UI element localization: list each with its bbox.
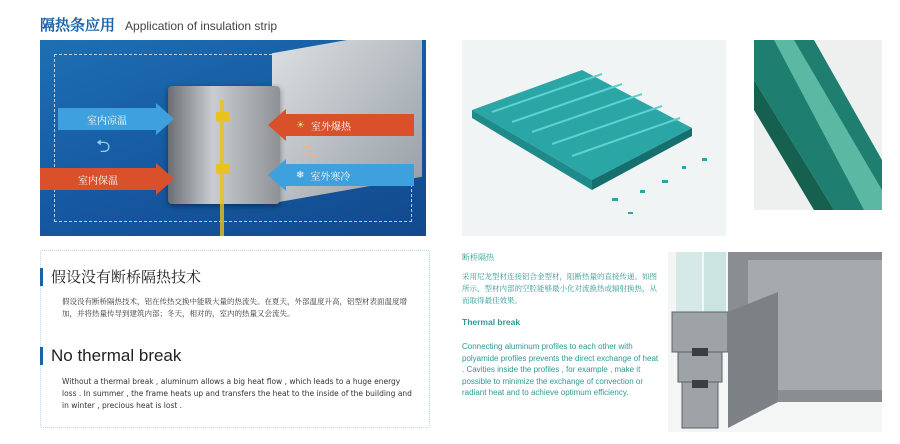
insulation-strip-photo: [462, 40, 726, 236]
section-title-cn: [40, 266, 201, 287]
header-title-en: Application of insulation strip: [125, 19, 278, 33]
insulation-diagram-image: [40, 40, 426, 236]
strip-closeup-photo: [754, 40, 882, 210]
no-thermal-break-text-en: Without a thermal break , aluminum allows a big heat flow , which leads to a huge energy loss . In summer , the frame heats up and transfers the heat to the inside of the building and in winter , precious heat is lost .: [62, 377, 412, 410]
return-arrow-icon: ⮌: [96, 136, 111, 156]
arrow-outdoor-cold: ❄ 室外寒冷: [268, 164, 414, 186]
window-profile-section-photo: [668, 252, 882, 432]
header-title-cn: 隔热条应用: [40, 16, 116, 34]
arrow-indoor-warm: 室内保温: [40, 168, 174, 190]
arrow-indoor-cool: 室内凉温: [58, 108, 174, 130]
thermal-break-title-cn: 断桥隔热: [462, 253, 494, 262]
title-accent-bar: [40, 268, 43, 286]
no-thermal-break-text-cn: 假设没有断桥隔热技术，铝在传热交换中能吸大量的热流失。在夏天，外部温度升高，铝型材表面温度增加，并将热量传导到建筑内部；冬天，相对的，室内的热量又会流失。: [62, 297, 407, 318]
sun-icon: ☀: [296, 119, 305, 131]
section-title-en: [40, 346, 181, 366]
thermal-break-text-cn: 采用尼龙型材连接铝合金型材，阻断热量的直接传递。如图所示，型材内部的空腔能够最小化对流换热或辐射换热，从而取得最佳效果。: [462, 272, 657, 305]
thermal-break-title-en: Thermal break: [462, 317, 521, 327]
snowflake-icon: ❄: [296, 169, 305, 181]
no-thermal-break-title-cn: 假设没有断桥隔热技术: [51, 268, 202, 286]
arrow-outdoor-heat: ☀ 室外爆热: [268, 114, 414, 136]
heat-path-line: [220, 100, 224, 236]
page-header: [40, 14, 277, 34]
return-arrow-icon: ⮎: [302, 140, 317, 160]
thermal-break-text: [462, 252, 662, 399]
aluminum-profile-section: [168, 86, 280, 204]
no-thermal-break-title-en: No thermal break: [51, 346, 182, 365]
thermal-break-text-en: Connecting aluminum profiles to each other with polyamide profiles prevents the direct exchange of heat . Cavities inside the profiles , for example , make it possible to minimize the exchange of convection or radiant heat and to achieve optimum efficiency.: [462, 342, 659, 397]
title-accent-bar: [40, 347, 43, 365]
